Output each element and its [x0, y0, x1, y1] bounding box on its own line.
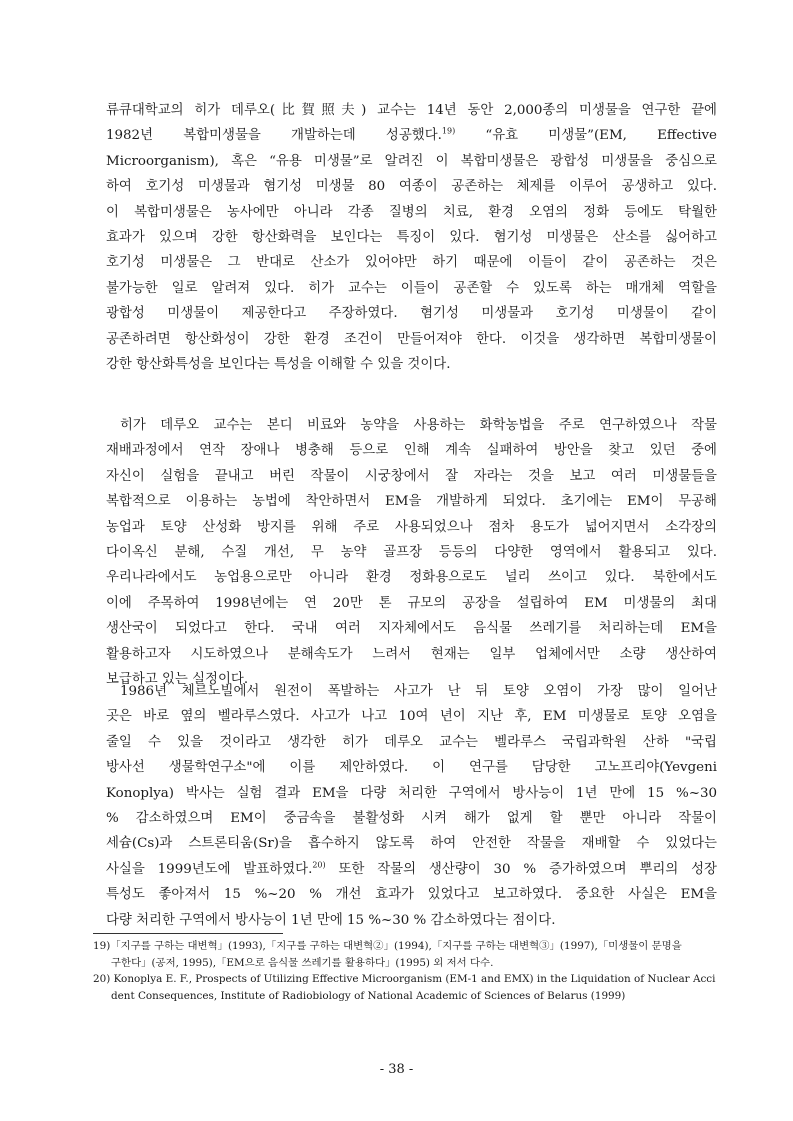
text-line: 불가능한 일로 알려져 있다. 히가 교수는 이들이 공존할 수 있도록 하는 매개체 역할을 [106, 280, 717, 296]
text-line: 이에 주목하여 1998년에는 연 20만 톤 규모의 공장을 설립하여 EM 미생물의 최대 [106, 595, 717, 611]
text-line: 효과가 있으며 강한 항산화력을 보인다는 특징이 있다. 혐기성 미생물은 산소를 싫어하고 [106, 230, 717, 246]
text-line: 다량 처리한 구역에서 방사능이 1년 만에 15 %~30 % 감소하였다는 점이다. [106, 912, 556, 928]
text-line [106, 857, 717, 882]
paragraph-1 [106, 98, 717, 377]
text-line: 다이옥신 분해, 수질 개선, 무 농약 골프장 등등의 다양한 영역에서 활용되고 있다. [106, 545, 717, 561]
text-line: Microorganism), 혹은 “유용 미생물”로 알려진 이 복합미생물은 광합성 미생물을 중심으로 [106, 153, 717, 169]
footnote-line: 구한다」(공저, 1995),「EM으로 음식물 쓰레기를 활용하다」(1995) 외 저서 다수. [111, 956, 494, 969]
page-number: - 38 - [379, 1062, 414, 1077]
text-line: 방사선 생물학연구소"에 이를 제안하였다. 이 연구를 담당한 고노프리야(Yevgeni [106, 760, 717, 776]
text-line: 농업과 토양 산성화 방지를 위해 주로 사용되었으나 점차 용도가 넓어지면서 소각장의 [106, 519, 717, 535]
text-segment: 사실을 1999년도에 발표하였다. [106, 861, 313, 877]
text-line: 히가 데루오 교수는 본디 비료와 농약을 사용하는 화학농법을 주로 연구하였으나 작물 [120, 418, 717, 433]
text-line: 1986년 체르노빌에서 원전이 폭발하는 사고가 난 뒤 토양 오염이 가장 많이 일어난 [120, 684, 717, 699]
text-line: 특성도 좋아져서 15 %~20 % 개선 효과가 있었다고 보고하였다. 중요한 사실은 EM을 [106, 887, 717, 903]
text-line: 류큐대학교의 히가 데루오(比賀照夫) 교수는 14년 동안 2,000종의 미생물을 연구한 끝에 [106, 103, 717, 118]
text-line: 우리나라에서도 농업용으로만 아니라 환경 정화용으로도 널리 쓰이고 있다. 북한에서도 [106, 570, 717, 586]
text-line: 공존하려면 항산화성이 강한 환경 조건이 만들어져야 한다. 이것을 생각하면 복합미생물이 [106, 331, 717, 347]
text-line: 보급하고 있는 실정이다. [106, 672, 249, 688]
footnote-19 [93, 938, 717, 971]
text-line: Konoplya) 박사는 실험 결과 EM을 다량 처리한 구역에서 방사능이 1년 만에 15 %~30 [106, 785, 717, 801]
footnote-line: 19)「지구를 구하는 대변혁」(1993),「지구를 구하는 대변혁②」(1994),「지구를 구하는 대변혁③」(1997),「미생물이 문명을 [93, 940, 682, 952]
text-line: 광합성 미생물이 제공한다고 주장하였다. 혐기성 미생물과 호기성 미생물이 같이 [106, 306, 717, 322]
text-line: % 감소하였으며 EM이 중금속을 불활성화 시켜 해가 없게 할 뿐만 아니라 작물이 [106, 811, 717, 827]
text-line: 복합적으로 이용하는 농법에 착안하면서 EM을 개발하게 되었다. 초기에는 EM이 무공해 [106, 494, 717, 510]
text-segment: 1982년 복합미생물을 개발하는데 성공했다. [106, 128, 442, 144]
footnotes [93, 938, 717, 1004]
text-line: 이 복합미생물은 농사에만 아니라 각종 질병의 치료, 환경 오염의 정화 등에도 탁월한 [106, 204, 717, 220]
text-line: 줄일 수 있을 것이라고 생각한 히가 데루오 교수는 벨라루스 국립과학원 산하 "국립 [106, 734, 717, 750]
paragraph-3 [106, 679, 717, 933]
footnote-divider [93, 933, 283, 934]
text-line: 호기성 미생물은 그 반대로 산소가 있어야만 하기 때문에 이들이 같이 공존하는 것은 [106, 255, 717, 271]
text-segment: “유효 미생물”(EM, Effective [455, 128, 717, 144]
text-line [106, 123, 717, 148]
text-line: 활용하고자 시도하였으나 분해속도가 느려서 현재는 일부 업체에서만 소량 생산하여 [106, 646, 717, 662]
text-segment: 또한 작물의 생산량이 30 % 증가하였으며 뿌리의 성장 [325, 861, 717, 877]
footnote-ref-19[interactable]: 19) [441, 126, 456, 136]
text-line: 강한 항산화특성을 보인다는 특성을 이해할 수 있을 것이다. [106, 357, 451, 373]
text-line: 자신이 실험을 끝내고 버린 작물이 시궁창에서 잘 자라는 것을 보고 여러 미생물들을 [106, 468, 717, 484]
footnote-ref-20[interactable]: 20) [312, 860, 326, 870]
text-line: 곳은 바로 옆의 벨라루스였다. 사고가 나고 10여 년이 지난 후, EM 미생물로 토양 오염을 [106, 709, 717, 725]
text-line: 세슘(Cs)과 스트론티움(Sr)을 흡수하지 않도록 하여 안전한 작물을 재배할 수 있었다는 [106, 836, 717, 852]
text-line: 재배과정에서 연작 장애나 병충해 등으로 인해 계속 실패하여 방안을 찾고 있던 중에 [106, 443, 717, 459]
paragraph-2 [106, 413, 717, 692]
footnote-line: dent Consequences, Institute of Radiobiology of National Academic of Sciences of Belarus (1999) [111, 989, 626, 1002]
text-line: 하여 호기성 미생물과 혐기성 미생물 80 여종이 공존하는 체제를 이루어 공생하고 있다. [106, 179, 717, 195]
text-line: 생산국이 되었다고 한다. 국내 여러 지자체에서도 음식물 쓰레기를 처리하는데 EM을 [106, 621, 717, 637]
footnote-20 [93, 971, 717, 1004]
footnote-line: 20) Konoplya E. F., Prospects of Utilizing Effective Microorganism (EM-1 and EMX) in the Liquidation of Nuclear Acci [93, 973, 716, 985]
